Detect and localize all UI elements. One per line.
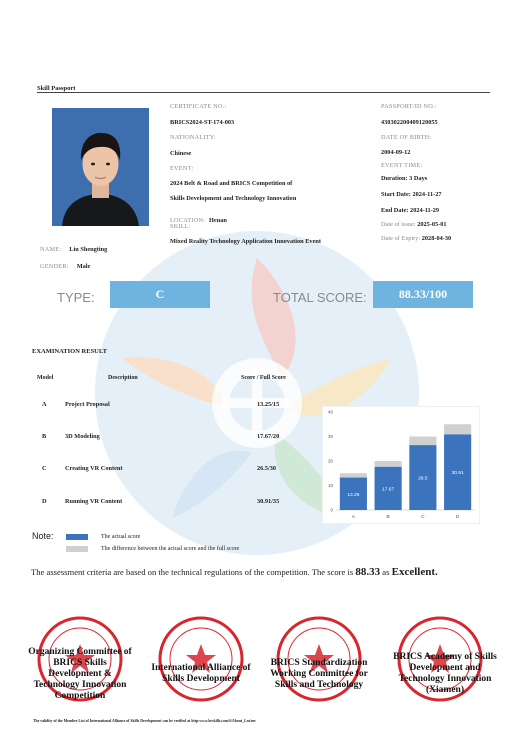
duration-row [381,175,427,182]
gender-label: GENDER: [40,263,69,270]
certificate-no-label: CERTIFICATE NO.: [170,103,227,110]
end-date-value: 2024-11-29 [410,207,440,214]
skill-value: Mixed Reality Technology Application Innovation Event [170,238,321,245]
holder-photo [52,108,149,226]
col-header-model: Model [37,375,54,381]
total-score-label: TOTAL SCORE: [273,290,367,305]
start-date-label: Start Date: [381,191,411,198]
legend-difference-text: The difference between the actual score and the full score [101,546,240,552]
end-date-label: End Date: [381,207,409,214]
bar-data-label-A: 13.25 [347,492,360,498]
row-b-description: 3D Modeling [65,433,100,440]
col-header-description: Description [108,375,138,381]
legend-actual-swatch [66,534,88,540]
seal-international-alliance [158,616,244,702]
bar-difference-C [409,437,436,446]
event-label: EVENT: [170,165,194,172]
y-tick-label: 0 [330,507,333,513]
event-value-line2: Skills Development and Technology Innovation [170,195,297,202]
location-value: Henan [209,217,227,224]
name-value: Liu Shengting [69,246,108,253]
row-c-score: 26.5/30 [257,465,277,472]
score-bar-chart [322,406,480,524]
col-header-score: Score / Full Score [241,375,286,381]
row-c-description: Creating VR Content [65,465,123,472]
seal-international-alliance-text: International Alliance of Skills Development [151,663,251,684]
seal-organizing-committee-text: Organizing Committee of BRICS Skills Development & Technology Innovation Competition [28,647,132,701]
bar-difference-A [340,473,367,477]
name-label: NAME: [40,246,62,253]
seal-brics-academy-text: BRICS Academy of Skills Development and Technology Innovation (Xiamen) [393,652,497,695]
passport-label: PASSPORT/ID NO.: [381,103,437,110]
row-d-score: 30.91/35 [257,498,280,505]
assessment-mid: as [382,567,390,577]
y-tick-label: 20 [327,458,333,464]
issue-date-value: 2025-05-01 [417,221,447,228]
name-row [40,238,107,256]
gender-row [40,255,90,273]
start-date-row [381,191,442,198]
y-tick-label: 30 [327,434,333,439]
certificate-no-value: BRICS2024-ST-174-003 [170,119,235,126]
row-d-model: D [42,498,47,505]
nationality-value: Chinese [170,150,192,157]
row-a-score: 13.25/15 [257,401,280,408]
dob-label: DATE OF BIRTH: [381,134,432,141]
passport-value: 430302200409120055 [381,119,438,126]
y-tick-label: 10 [327,483,333,488]
seal-standardization-committee-text: BRICS Standardization Working Committee for Skills and Technology [270,658,368,690]
assessment-prefix: The assessment criteria are based on the technical regulations of the competition. The score is [31,567,354,577]
bar-difference-D [444,424,471,434]
assessment-statement [31,566,438,578]
issue-date-row [381,221,447,228]
start-date-value: 2024-11-27 [412,191,442,198]
skill-label: SKILL: [170,223,191,230]
assessment-grade: Excellent [391,566,436,578]
type-label: TYPE: [57,290,95,305]
total-score-box: 88.33/100 [373,281,473,308]
event-time-label: EVENT TIME: [381,162,423,169]
footer-verification-note: The validity of the Member List of International Alliance of Skills Development can be verified at http:www.brskills.com/#/About_Lm/mv [33,719,256,723]
expiry-date-row [381,235,451,242]
row-a-model: A [42,401,47,408]
row-b-model: B [42,433,47,440]
row-d-description: Running VR Content [65,498,123,505]
expiry-date-label: Date of Expiry: [381,235,421,242]
bar-difference-B [375,461,402,467]
gender-value: Male [76,263,91,270]
x-category-label-B: B [386,515,390,520]
row-a-description: Project Proposal [65,401,110,408]
assessment-score: 88.33 [355,566,381,578]
assessment-suffix: . [435,566,438,578]
legend-note-label: Note: [32,531,54,541]
y-tick-label: 40 [327,409,333,415]
header-divider [37,92,490,93]
duration-label: Duration: [381,175,408,182]
bar-data-label-D: 30.91 [451,471,464,477]
row-b-score: 17.67/20 [257,433,280,440]
issue-date-label: Date of issue: [381,221,416,228]
exam-result-title: EXAMINATION RESULT [32,348,107,355]
duration-value: 3 Days [409,175,428,182]
x-category-label-A: A [351,515,355,520]
document-title: Skill Passport [37,85,76,92]
x-category-label-C: C [421,515,425,520]
location-label: LOCATION: [170,217,206,224]
legend-actual-text: The actual score [101,534,141,540]
dob-value: 2004-09-12 [381,149,411,156]
event-value-line1: 2024 Belt & Road and BRICS Competition of [170,180,293,187]
legend-difference-swatch [66,546,88,552]
type-value-box: C [110,281,210,308]
end-date-row [381,207,439,214]
bar-data-label-B: 17.67 [382,487,395,493]
expiry-date-value: 2028-04-30 [421,235,452,242]
nationality-label: NATIONALITY: [170,134,216,141]
x-category-label-D: D [455,515,460,520]
bar-data-label-C: 26.5 [418,476,428,482]
row-c-model: C [42,465,47,472]
portrait-image [52,108,149,226]
